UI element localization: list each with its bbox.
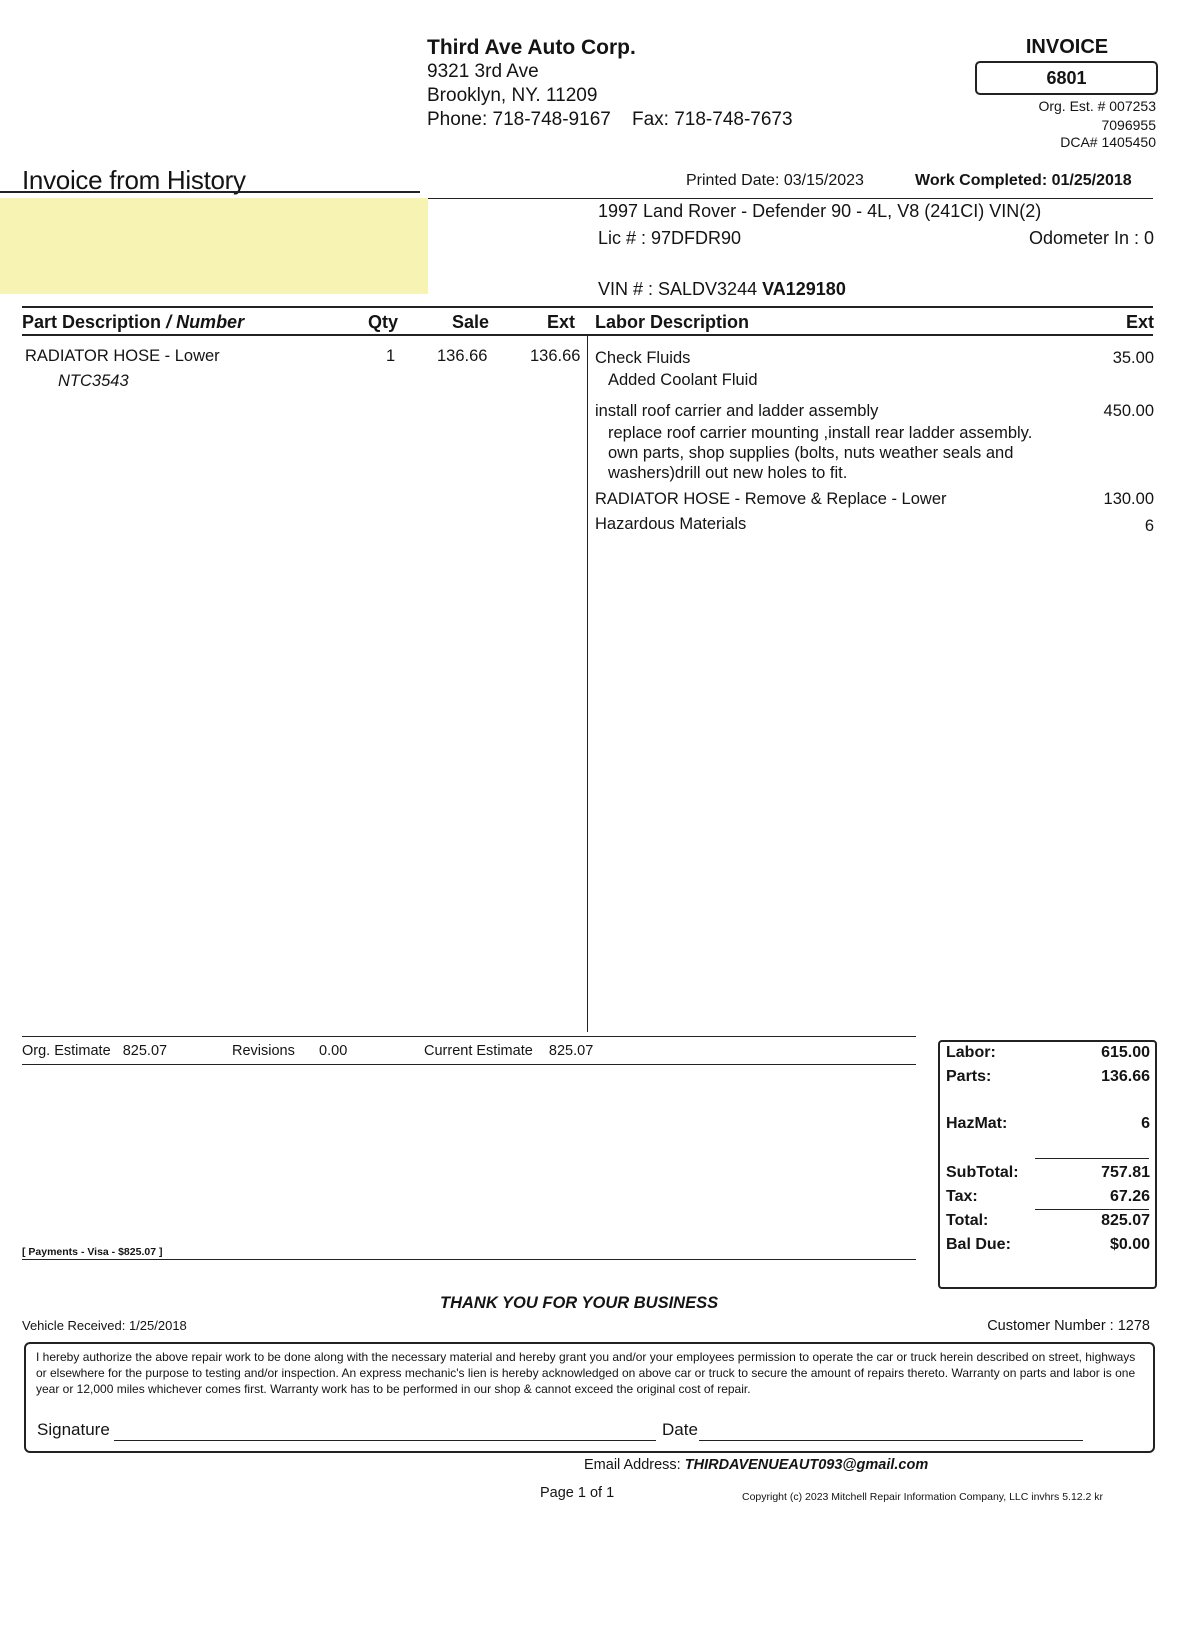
labor-description: install roof carrier and ladder assembly [595, 402, 879, 420]
part-description-header-label: Part Description [22, 312, 162, 332]
work-completed: Work Completed: 01/25/2018 [915, 172, 1132, 189]
balance-due-label: Bal Due: [946, 1236, 1011, 1253]
part-sale: 136.66 [437, 347, 488, 365]
qty-header: Qty [368, 312, 399, 332]
labor-description: RADIATOR HOSE - Remove & Replace - Lower [595, 490, 947, 508]
email-address[interactable]: THIRDAVENUEAUT093@gmail.com [684, 1457, 929, 1473]
dca-number: DCA# 1405450 [1060, 134, 1156, 150]
org-estimate-value: 825.07 [122, 1043, 168, 1059]
title-underline [0, 191, 420, 193]
vin [598, 279, 846, 300]
page-number: Page 1 of 1 [540, 1485, 615, 1501]
labor-total-label: Labor: [946, 1044, 996, 1061]
shop-phone: Phone: 718-748-9167 [427, 109, 611, 130]
balance-due-value: $0.00 [1109, 1236, 1150, 1253]
parts-total-label: Parts: [946, 1068, 992, 1085]
invoice-label: INVOICE [1025, 36, 1109, 58]
parts-ext-header: Ext [547, 312, 576, 332]
hazmat-value: 6 [1141, 1115, 1150, 1132]
subtotal-label: SubTotal: [946, 1164, 1019, 1181]
part-number: NTC3543 [58, 372, 129, 390]
estimates-bottom-rule [22, 1064, 916, 1065]
part-description: RADIATOR HOSE - Lower [25, 347, 220, 365]
invoice-ref: 7096955 [1101, 117, 1156, 133]
current-estimate-value: 825.07 [548, 1043, 594, 1059]
labor-ext: 450.00 [1103, 402, 1154, 420]
labor-detail: washers)drill out new holes to fit. [608, 464, 848, 482]
vin-prefix: VIN # : SALDV3244 [598, 279, 763, 299]
payments-rule [22, 1259, 916, 1260]
labor-description: Hazardous Materials [595, 515, 747, 533]
signature-label: Signature [37, 1420, 110, 1439]
shop-name: Third Ave Auto Corp. [427, 36, 636, 59]
vin-suffix: VA129180 [762, 279, 846, 299]
invoice-number: 6801 [975, 61, 1158, 95]
labor-description-header: Labor Description [595, 312, 750, 332]
table-top-rule [22, 306, 1153, 308]
hazmat-label: HazMat: [946, 1115, 1008, 1132]
labor-ext-header: Ext [1125, 312, 1154, 332]
email-line [584, 1457, 928, 1473]
sale-header: Sale [452, 312, 490, 332]
revisions-label: Revisions [232, 1043, 295, 1059]
part-qty: 1 [386, 347, 396, 365]
current-estimate [424, 1043, 593, 1059]
labor-ext: 130.00 [1103, 490, 1154, 508]
parts-labor-divider [587, 334, 588, 1032]
labor-description: Check Fluids [595, 349, 691, 367]
vehicle-description: 1997 Land Rover - Defender 90 - 4L, V8 (241CI) VIN(2) [598, 201, 1042, 221]
shop-address-line2: Brooklyn, NY. 11209 [427, 85, 598, 106]
payments-line: [ Payments - Visa - $825.07 ] [22, 1246, 163, 1258]
parts-total-value: 136.66 [1101, 1068, 1150, 1085]
tax-label: Tax: [946, 1188, 978, 1205]
tax-value: 67.26 [1109, 1188, 1150, 1205]
license-plate: Lic # : 97DFDR90 [598, 228, 742, 248]
subtotal-value: 757.81 [1101, 1164, 1150, 1181]
customer-number: Customer Number : 1278 [987, 1318, 1150, 1334]
authorization-box [24, 1342, 1155, 1453]
shop-address-line1: 9321 3rd Ave [427, 61, 539, 82]
signature-line[interactable] [114, 1440, 656, 1441]
redacted-customer-info [0, 198, 428, 294]
labor-detail: Added Coolant Fluid [608, 371, 758, 389]
subtotal-rule [1035, 1158, 1149, 1159]
total-label: Total: [946, 1212, 989, 1229]
odometer: Odometer In : 0 [1028, 228, 1154, 248]
part-description-header [22, 312, 244, 333]
estimates-top-rule [22, 1036, 916, 1037]
date-label: Date [662, 1420, 698, 1439]
org-estimate-number: Org. Est. # 007253 [1038, 98, 1156, 114]
org-estimate [22, 1043, 167, 1059]
shop-fax: Fax: 718-748-7673 [632, 109, 793, 130]
labor-total-value: 615.00 [1101, 1044, 1150, 1061]
thank-you-message: THANK YOU FOR YOUR BUSINESS [440, 1294, 719, 1312]
revisions [232, 1043, 347, 1059]
printed-date: Printed Date: 03/15/2023 [686, 172, 864, 189]
labor-ext: 35.00 [1112, 349, 1154, 367]
total-rule [1035, 1209, 1149, 1210]
email-label: Email Address: [584, 1457, 685, 1473]
header-divider [418, 198, 1153, 199]
part-ext: 136.66 [530, 347, 581, 365]
labor-detail: own parts, shop supplies (bolts, nuts weather seals and [608, 444, 1014, 462]
revisions-value: 0.00 [319, 1043, 348, 1059]
org-estimate-label: Org. Estimate [22, 1043, 111, 1059]
copyright: Copyright (c) 2023 Mitchell Repair Information Company, LLC invhrs 5.12.2 kr [742, 1491, 1104, 1503]
labor-detail: replace roof carrier mounting ,install rear ladder assembly. [608, 424, 1033, 442]
authorization-terms: I hereby authorize the above repair work to be done along with the necessary material and hereby grant you and/or your employees permission to operate the car or truck herein described on street, highways or elsewhere for the purpose to testing and/or inspection. An express mechanic's lien is hereby acknowledged on above car or truck to secure the amount of repairs thereto. Warranty on parts and labor is one year or 12,000 miles whichever comes first. Warranty work has to be performed in our shop & cannot exceed the original cost of repair. [36, 1350, 1136, 1396]
current-estimate-label: Current Estimate [424, 1043, 533, 1059]
labor-ext: 6 [1144, 517, 1154, 535]
page-title: Invoice from History [22, 165, 246, 195]
part-number-header-label: / Number [166, 312, 245, 332]
total-value: 825.07 [1101, 1212, 1150, 1229]
date-line[interactable] [699, 1440, 1083, 1441]
vehicle-received: Vehicle Received: 1/25/2018 [22, 1318, 187, 1333]
